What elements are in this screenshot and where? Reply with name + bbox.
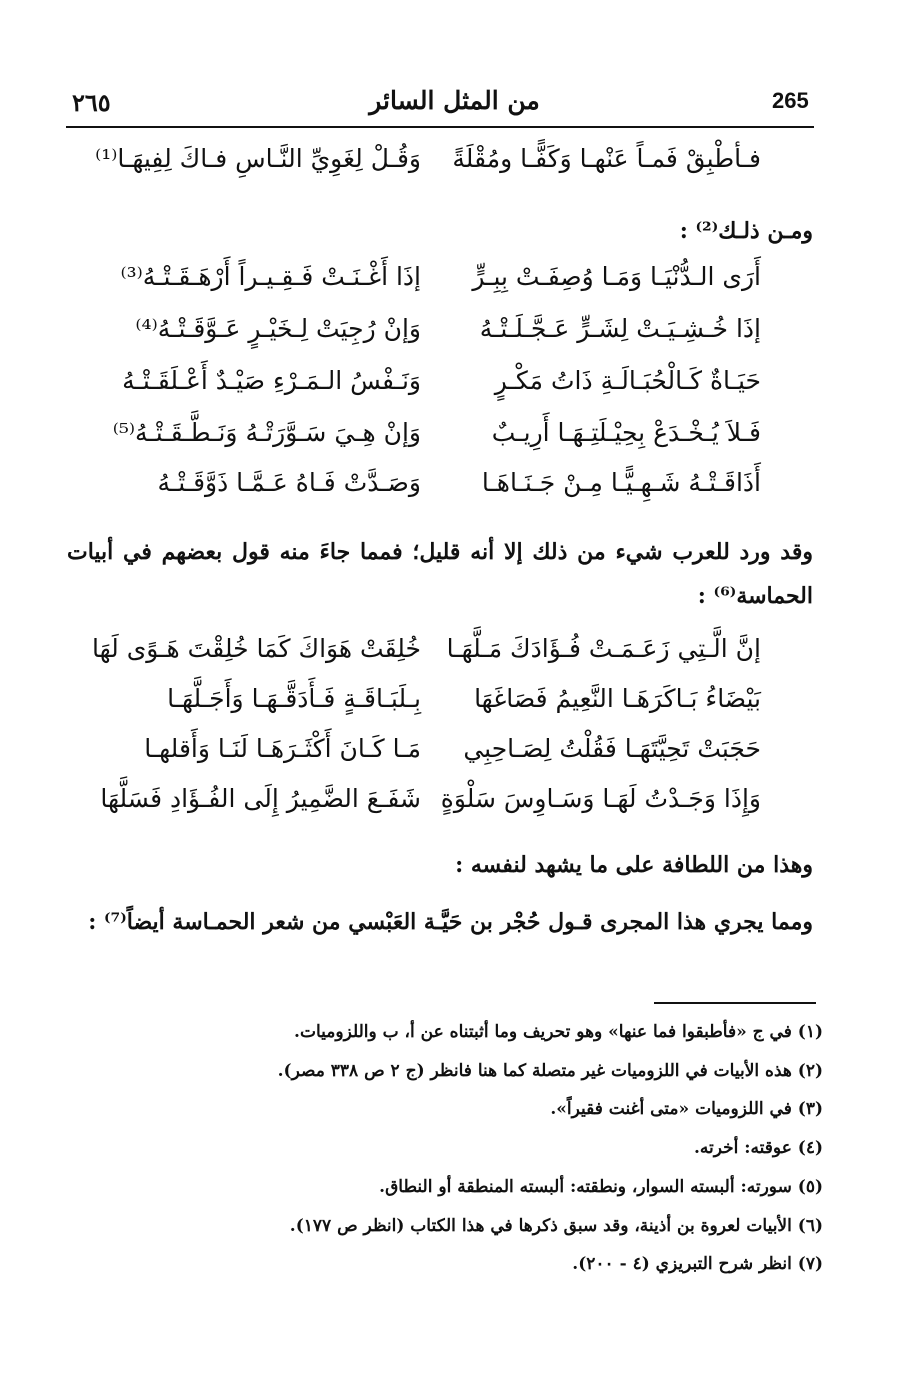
first-hemistich: حَيَـاةٌ كَـالْحُبَـالَـةِ ذَاتُ مَكْـرٍ bbox=[494, 366, 761, 395]
intro-line: ومـن ذلـك⁽²⁾ : bbox=[679, 218, 813, 244]
second-hemistich: وَقُـلْ لِغَوِيِّ النَّـاسِ فـاكَ لِفِيهَـا⁽¹⁾ bbox=[95, 144, 421, 173]
page-number-latin: 265 bbox=[772, 88, 809, 113]
footnote: (٥) سورته: ألبسته السوار، ونطقته: ألبسته المنطقة أو النطاق. bbox=[379, 1177, 823, 1197]
footnote-rule bbox=[654, 1002, 816, 1004]
footnote: (١) في ج «فأطبقوا فما عنها» وهو تحريف وما أثبتناه عن أ، ب واللزوميات. bbox=[294, 1022, 823, 1042]
first-hemistich: بَيْضَاءُ بَـاكَرَهَـا النَّعِيمُ فَصَاغَهَا bbox=[474, 684, 761, 713]
running-title: من المثل السائر bbox=[369, 86, 540, 115]
second-hemistich: وَإنْ هِـيَ سَـوَّرَتْـهُ وَنَـطَّـقَـتْـهُ⁽⁵⁾ bbox=[112, 418, 421, 447]
second-hemistich: خُلِقَتْ هَوَاكَ كَمَا خُلِقْتَ هَـوًى لَهَا bbox=[92, 634, 421, 663]
second-hemistich: شَفَـعَ الضَّمِيرُ إِلَى الفُـؤَادِ فَسَلَّهَا bbox=[100, 784, 421, 813]
first-hemistich: وَإِذَا وَجَـدْتُ لَهَـا وَسَـاوِسَ سَلْوَةٍ bbox=[440, 784, 761, 813]
verse-line bbox=[0, 784, 909, 824]
prose-paragraph: وقد ورد للعرب شيء من ذلك إلا أنه قليل؛ فمما جاءَ منه قول بعضهم في أبيات الحماسة⁽⁶⁾ : bbox=[67, 539, 813, 609]
verse-line bbox=[0, 468, 909, 508]
footnote: (٣) في اللزوميات «متى أغنت فقيراً». bbox=[550, 1099, 823, 1119]
first-hemistich: إذَا خُـشِـيَـتْ لِشَـرٍّ عَـجَّـلَـتْـهُ bbox=[479, 314, 761, 343]
verse-line bbox=[0, 144, 909, 184]
first-hemistich: فـأطْبِقْ فَمـاً عَنْهـا وَكَفًّـا ومُقْلَةً bbox=[452, 144, 761, 173]
second-hemistich: وَصَـدَّتْ فَـاهُ عَـمَّـا ذَوَّقَـتْـهُ bbox=[157, 468, 421, 497]
second-hemistich: وَإنْ رُجِيَتْ لِـخَيْـرٍ عَـوَّقَـتْـهُ⁽⁴⁾ bbox=[135, 314, 421, 343]
prose-line: وهذا من اللطافة على ما يشهد لنفسه : bbox=[455, 852, 813, 878]
verse-line bbox=[0, 366, 909, 406]
footnote: (٤) عوقته: أخرته. bbox=[693, 1138, 823, 1158]
footnote: (٧) انظر شرح التبريزي (٤ - ٢٠٠). bbox=[572, 1254, 823, 1274]
prose-paragraph: ومما يجري هذا المجرى قـول حُجْر بن حَيَّـة العَبْسي من شعر الحمـاسة أيضاً⁽⁷⁾ : bbox=[88, 909, 813, 935]
second-hemistich: إذَا أَغْـنَـتْ فَـقِـيـراً أَرْهَـقَـتْـهُ⁽³⁾ bbox=[120, 262, 421, 291]
verse-line bbox=[0, 734, 909, 774]
first-hemistich: أَرَى الـدُّنْيَـا وَمَـا وُصِفَـتْ بِبِـرٍّ bbox=[472, 262, 761, 291]
verse-line bbox=[0, 262, 909, 302]
header-rule bbox=[66, 126, 814, 128]
verse-line bbox=[0, 314, 909, 354]
page-number-arabic: ٢٦٥ bbox=[72, 88, 111, 117]
footnote: (٢) هذه الأبيات في اللزوميات غير متصلة كما هنا فانظر (ج ٢ ص ٣٣٨ مصر). bbox=[277, 1061, 823, 1081]
first-hemistich: أَذَاقَـتْـهُ شَـهِـيًّـا مِـنْ جَـنَـاهَـا bbox=[481, 468, 761, 497]
first-hemistich: حَجَبَتْ تَحِيَّتَهَـا فَقُلْتُ لِصَـاحِبِي bbox=[463, 734, 761, 763]
verse-line bbox=[0, 684, 909, 724]
second-hemistich: وَنَـفْسُ الـمَـرْءِ صَيْـدٌ أَعْـلَقَـتْـهُ bbox=[122, 366, 421, 395]
first-hemistich: فَـلاَ يُـخْـدَعْ بِحِيْـلَتِـهَـا أَرِيـبٌ bbox=[491, 418, 761, 447]
second-hemistich: بِـلَبَـاقَـةٍ فَـأَدَقَّـهَـا وَأَجَـلَّهَـا bbox=[167, 684, 421, 713]
footnote: (٦) الأبيات لعروة بن أذينة، وقد سبق ذكرها في هذا الكتاب (انظر ص ١٧٧). bbox=[289, 1216, 823, 1236]
first-hemistich: إنَّ الَّـتِي زَعَـمَـتْ فُـؤَادَكَ مَـلَّهَـا bbox=[446, 634, 761, 663]
verse-line bbox=[0, 634, 909, 674]
verse-line bbox=[0, 418, 909, 458]
second-hemistich: مَـا كَـانَ أَكْثَـرَهَـا لَنَـا وَأَقلهـا bbox=[144, 734, 421, 763]
